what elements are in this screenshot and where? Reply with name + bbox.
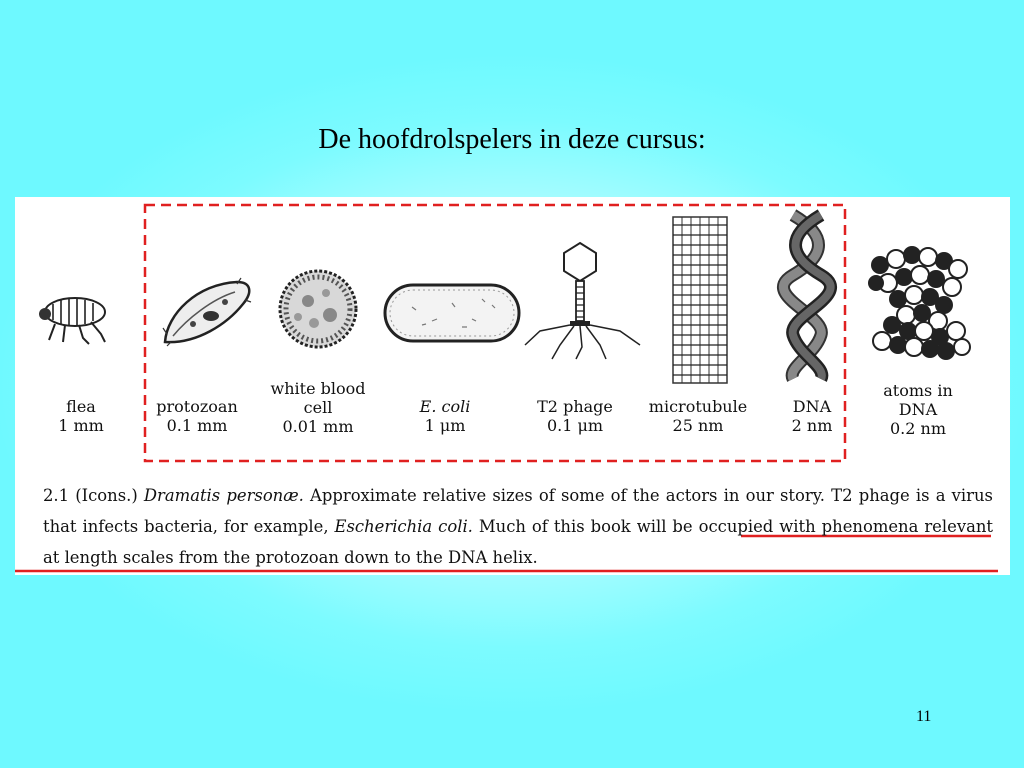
label-e-coli: E. coli 1 μm [419, 397, 471, 435]
t2-phage-icon [525, 243, 640, 359]
slide-title: De hoofdrolspelers in deze cursus: [318, 124, 706, 155]
caption-text: Approximate relative sizes of some of the actors in our story. T2 phage is a virus that infects bacteria, for example, [43, 486, 993, 536]
label-white-blood-cell: white blood cell 0.01 mm [270, 379, 366, 436]
label-atoms-in-dna: atoms in DNA 0.2 nm [883, 381, 953, 438]
label-protozoan: protozoan 0.1 mm [156, 397, 238, 435]
atoms-icon [868, 246, 970, 360]
caption-title: Dramatis personæ. [143, 486, 304, 505]
e-coli-icon [385, 285, 519, 341]
white-blood-cell-icon [280, 271, 356, 347]
page-number: 11 [916, 708, 932, 725]
caption-species: Escherichia coli. [334, 517, 473, 536]
flea-icon [39, 298, 105, 344]
microtubule-icon [673, 217, 727, 383]
protozoan-icon [163, 278, 251, 346]
caption-underlined-text: Much of this book will be occupied with phenomena relevant at length scales from the protozoan down to the DNA helix. [43, 517, 994, 567]
label-dna: DNA 2 nm [791, 397, 833, 435]
caption-number: 2.1 (Icons.) [43, 486, 138, 505]
figure-panel [15, 197, 1010, 575]
figure-caption [43, 480, 993, 573]
label-microtubule: microtubule 25 nm [648, 397, 748, 435]
dna-icon [783, 215, 830, 379]
label-t2-phage: T2 phage 0.1 μm [537, 397, 613, 435]
label-flea: flea 1 mm [58, 397, 104, 435]
